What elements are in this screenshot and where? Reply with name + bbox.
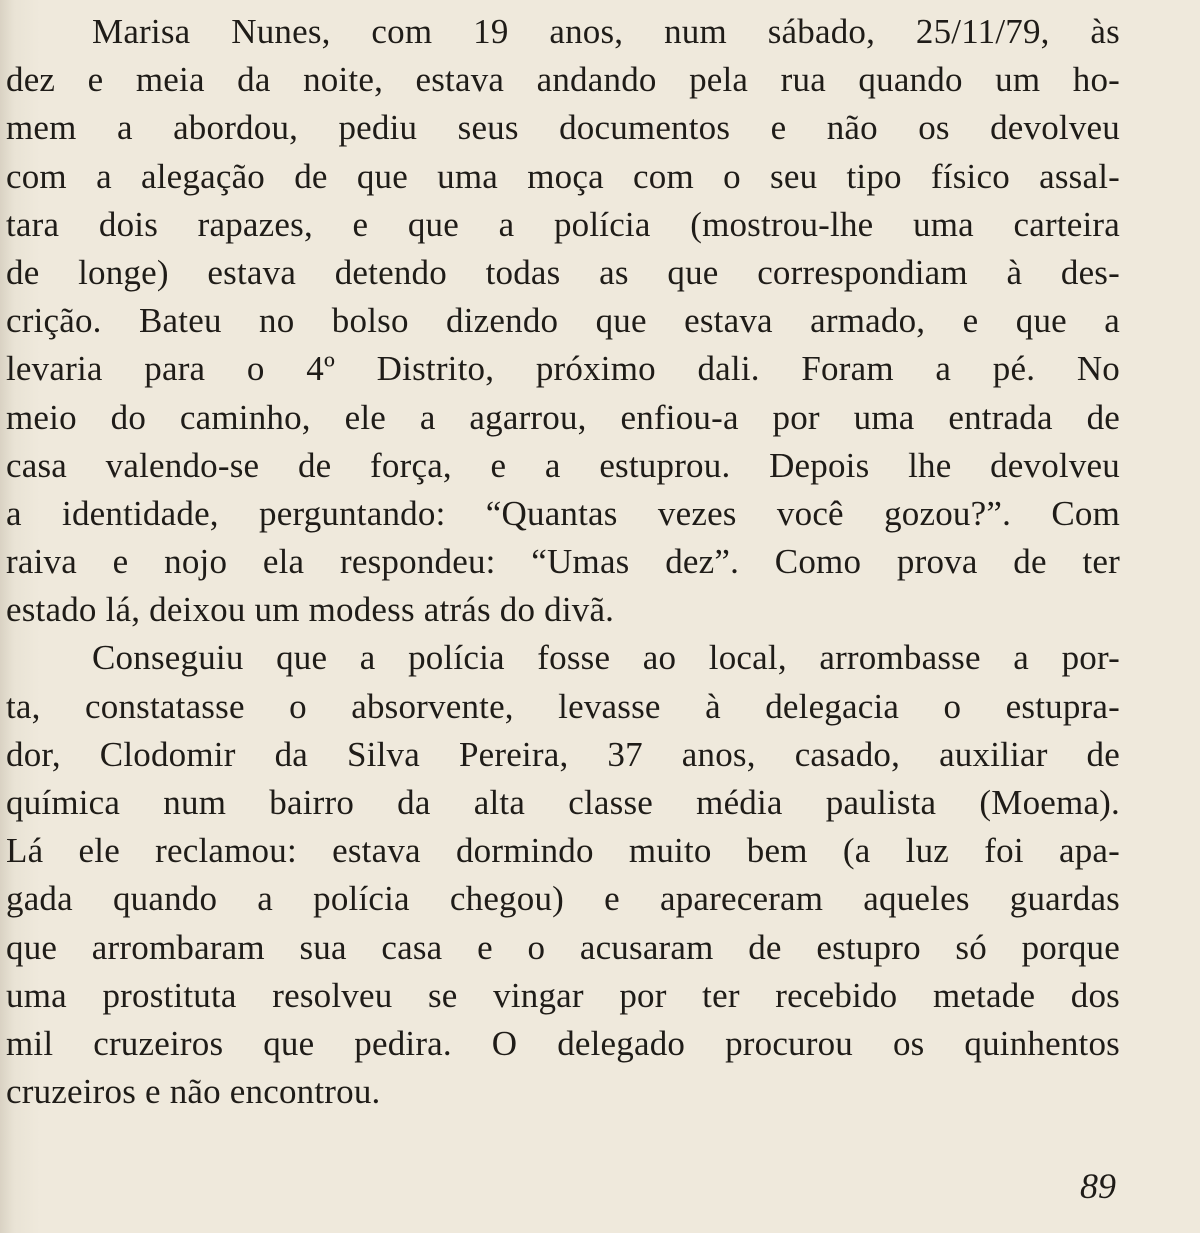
text-line: estado lá, deixou um modess atrás do divã. — [6, 590, 615, 630]
body-text — [6, 8, 1120, 1116]
text-line: crição. Bateu no bolso dizendo que estava armado, e que a — [6, 301, 1120, 341]
text-line: meio do caminho, ele a agarrou, enfiou-a por uma entrada de — [6, 397, 1120, 437]
text-line: Conseguiu que a polícia fosse ao local, arrombasse a por- — [92, 638, 1120, 678]
text-line: dez e meia da noite, estava andando pela rua quando um ho- — [6, 60, 1120, 100]
text-line: Lá ele reclamou: estava dormindo muito bem (a luz foi apa- — [6, 831, 1120, 871]
text-line: raiva e nojo ela respondeu: “Umas dez”. Como prova de ter — [6, 542, 1120, 582]
text-line: levaria para o 4º Distrito, próximo dali. Foram a pé. No — [6, 349, 1120, 389]
text-line: gada quando a polícia chegou) e apareceram aqueles guardas — [6, 879, 1120, 919]
text-line: mil cruzeiros que pedira. O delegado procurou os quinhentos — [6, 1023, 1120, 1063]
page-number: 89 — [1080, 1166, 1116, 1206]
text-line: casa valendo-se de força, e a estuprou. Depois lhe devolveu — [6, 445, 1120, 485]
text-line: Marisa Nunes, com 19 anos, num sábado, 25/11/79, às — [92, 12, 1120, 51]
text-line: que arrombaram sua casa e o acusaram de estupro só porque — [6, 927, 1120, 967]
text-line: com a alegação de que uma moça com o seu tipo físico assal- — [6, 156, 1120, 196]
text-line: mem a abordou, pediu seus documentos e não os devolveu — [6, 108, 1120, 148]
text-line: cruzeiros e não encontrou. — [6, 1072, 381, 1112]
text-line: tara dois rapazes, e que a polícia (mostrou-lhe uma carteira — [6, 204, 1120, 244]
paragraph-2 — [6, 634, 1120, 1116]
text-line: de longe) estava detendo todas as que correspondiam à des- — [6, 252, 1120, 292]
text-line: uma prostituta resolveu se vingar por ter recebido metade dos — [6, 975, 1120, 1015]
paragraph-1 — [6, 8, 1120, 634]
text-line: ta, constatasse o absorvente, levasse à delegacia o estupra- — [6, 686, 1120, 726]
text-line: química num bairro da alta classe média paulista (Moema). — [6, 783, 1120, 822]
text-line: dor, Clodomir da Silva Pereira, 37 anos, casado, auxiliar de — [6, 734, 1120, 774]
text-line: a identidade, perguntando: “Quantas vezes você gozou?”. Com — [6, 493, 1120, 533]
